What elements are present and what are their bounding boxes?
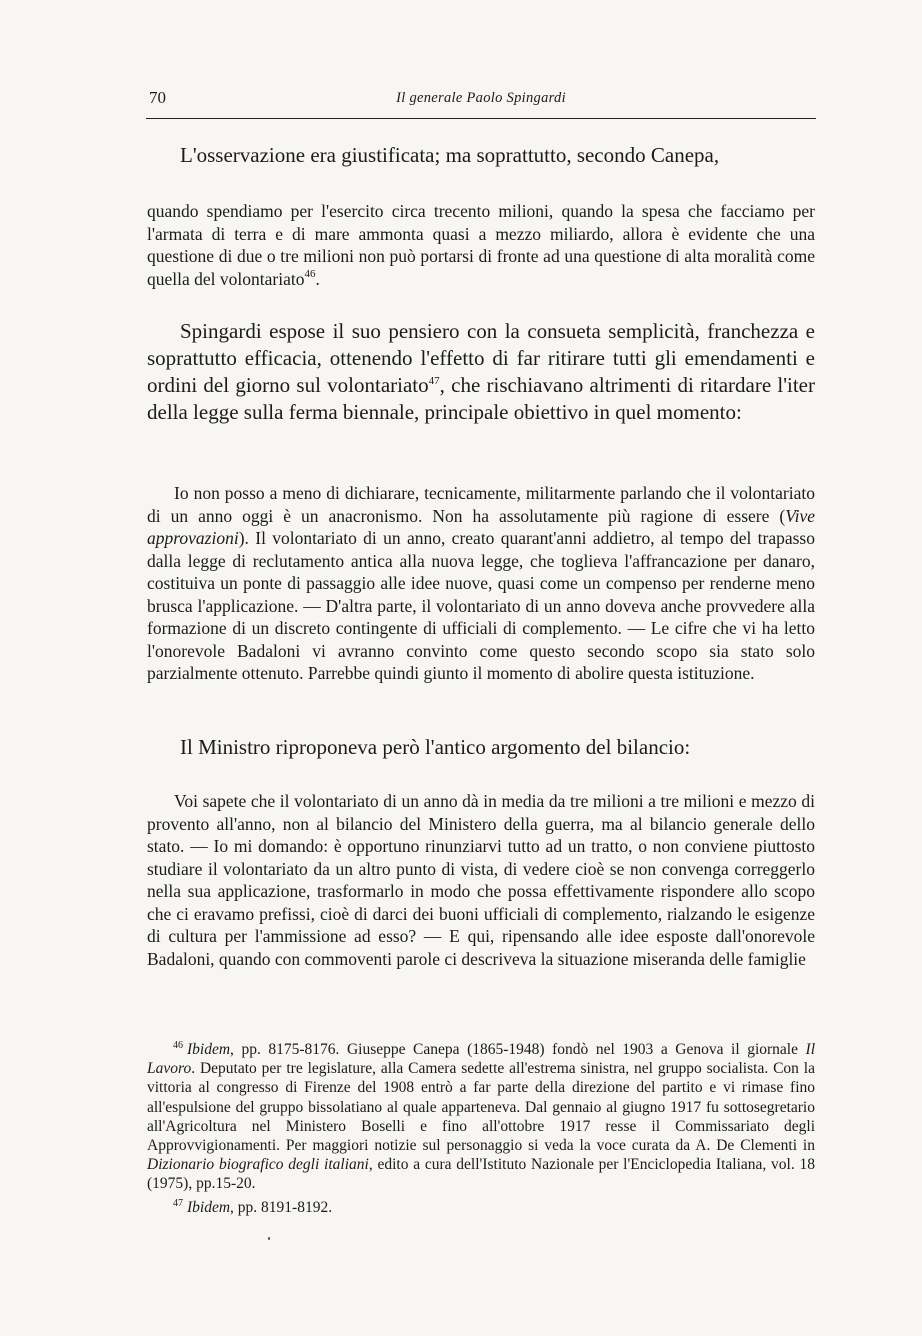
footnote-47 bbox=[147, 1194, 815, 1217]
quote-canepa bbox=[147, 200, 815, 290]
paragraph-spingardi-text-1: Spingardi espose il suo pensiero con la consueta semplicità, franchezza e soprattutto efficacia, ottenendo l'effetto di far ritirare tutti gli emendamenti e ordini del giorno sul volontariato bbox=[147, 319, 815, 397]
quote-canepa-text: quando spendiamo per l'esercito circa trecento milioni, quando la spesa che facciamo per l'armata di terra e di mare ammonta quasi a mezzo miliardo, allora è evidente che una questione di due o tre milioni non può portarsi di fronte ad una questione di alta moralità come quella del volontariato bbox=[147, 201, 815, 289]
page-header bbox=[146, 86, 816, 120]
running-head: Il generale Paolo Spingardi bbox=[396, 90, 566, 106]
stray-mark bbox=[268, 1237, 270, 1240]
footnote-ref-47[interactable]: 47 bbox=[428, 375, 440, 387]
quote-speech-italic: Vive approvazioni bbox=[147, 505, 815, 548]
footnote-italic: Dizionario biografico degli italiani bbox=[147, 1156, 369, 1174]
footnote-text: , edito a cura dell'Istituto Nazionale per l'Enciclopedia Italiana, vol. 18 (1975), pp.15-20. bbox=[147, 1156, 815, 1193]
footnote-number: 47 bbox=[173, 1197, 183, 1209]
footnote-ref-46[interactable]: 46 bbox=[304, 267, 316, 280]
quote-spingardi-speech bbox=[147, 482, 815, 685]
footnote-46 bbox=[147, 1036, 815, 1194]
paragraph-ministro: Il Ministro riproponeva però l'antico argomento del bilancio: bbox=[180, 735, 691, 759]
footnote-italic: Il Lavoro bbox=[147, 1041, 815, 1078]
paragraph-canepa-intro: L'osservazione era giustificata; ma soprattutto, secondo Canepa, bbox=[180, 143, 720, 167]
header-rule bbox=[146, 118, 816, 119]
footnote-text: , pp. 8175-8176. Giuseppe Canepa (1865-1948) fondò nel 1903 a Genova il giornale bbox=[230, 1041, 806, 1058]
paragraph-spingardi-text-2: , che rischiavano altrimenti di ritardare l'iter della legge sulla ferma biennale, principale obiettivo in quel momento: bbox=[147, 373, 815, 424]
footnote-italic: Ibidem bbox=[187, 1198, 231, 1216]
footnote-text: . Deputato per tre legislature, alla Camera sedette all'estrema sinistra, nel gruppo socialista. Con la vittoria al congresso di Firenze del 1908 entrò a far parte della direzione del partito e vi rimase fino all'espulsione del gruppo bissolatiano al quale apparteneva. Dal gennaio al giugno 1917 fu sottosegretario all'Agricoltura nel Ministero Boselli e fino all'ottobre 1917 resse il Commissariato degli Approvvigionamenti. Per maggiori notizie sul personaggio si veda la voce curata da A. De Clementi in bbox=[147, 1060, 815, 1155]
page-number: 70 bbox=[149, 88, 166, 107]
quote-bilancio: Voi sapete che il volontariato di un anno dà in media da tre milioni a tre milioni e mezzo di provento all'anno, non al bilancio del Ministero della guerra, ma al bilancio generale dello stato. — Io mi domando: è opportuno rinunziarvi tutto ad un tratto, o non conviene piuttosto studiare il volontariato da un altro punto di vista, di vedere cioè se non convenga correggerlo nella sua applicazione, trasformarlo in modo che possa effettivamente rispondere allo scopo che ci eravamo prefissi, cioè di darci dei buoni ufficiali di complemento, rialzando le esigenze di cultura per l'ammissione ad esso? — E qui, ripensando alle idee esposte dall'onorevole Badaloni, quando con commoventi parole ci descriveva la situazione miseranda delle famiglie bbox=[147, 791, 815, 969]
footnote-italic: Ibidem bbox=[187, 1041, 231, 1058]
quote-canepa-end: . bbox=[315, 268, 320, 289]
quote-speech-text-1: Io non posso a meno di dichiarare, tecnicamente, militarmente parlando che il volontariato di un anno oggi è un anacronismo. Non ha assolutamente più ragione di essere ( bbox=[147, 483, 815, 526]
footnotes bbox=[147, 1036, 815, 1217]
footnote-number: 46 bbox=[173, 1040, 183, 1051]
footnote-text: , pp. 8191-8192. bbox=[230, 1198, 333, 1216]
paragraph-spingardi bbox=[147, 318, 815, 426]
quote-speech-text-2: ). Il volontariato di un anno, creato quarant'anni addietro, al tempo del trapasso dalla legge di reclutamento antica alla nuova legge, che toglieva l'affrancazione per danaro, costituiva un ponte di passaggio alle idee nuove, quasi come un compenso per renderne meno brusca l'applicazione. — D'altra parte, il volontariato di un anno doveva anche provvedere alla formazione di un discreto contingente di ufficiali di complemento. — Le cifre che vi ha letto l'onorevole Badaloni vi avranno convinto come questo secondo scopo sia stato solo parzialmente ottenuto. Parrebbe quindi giunto il momento di abolire questa istituzione. bbox=[147, 528, 815, 683]
